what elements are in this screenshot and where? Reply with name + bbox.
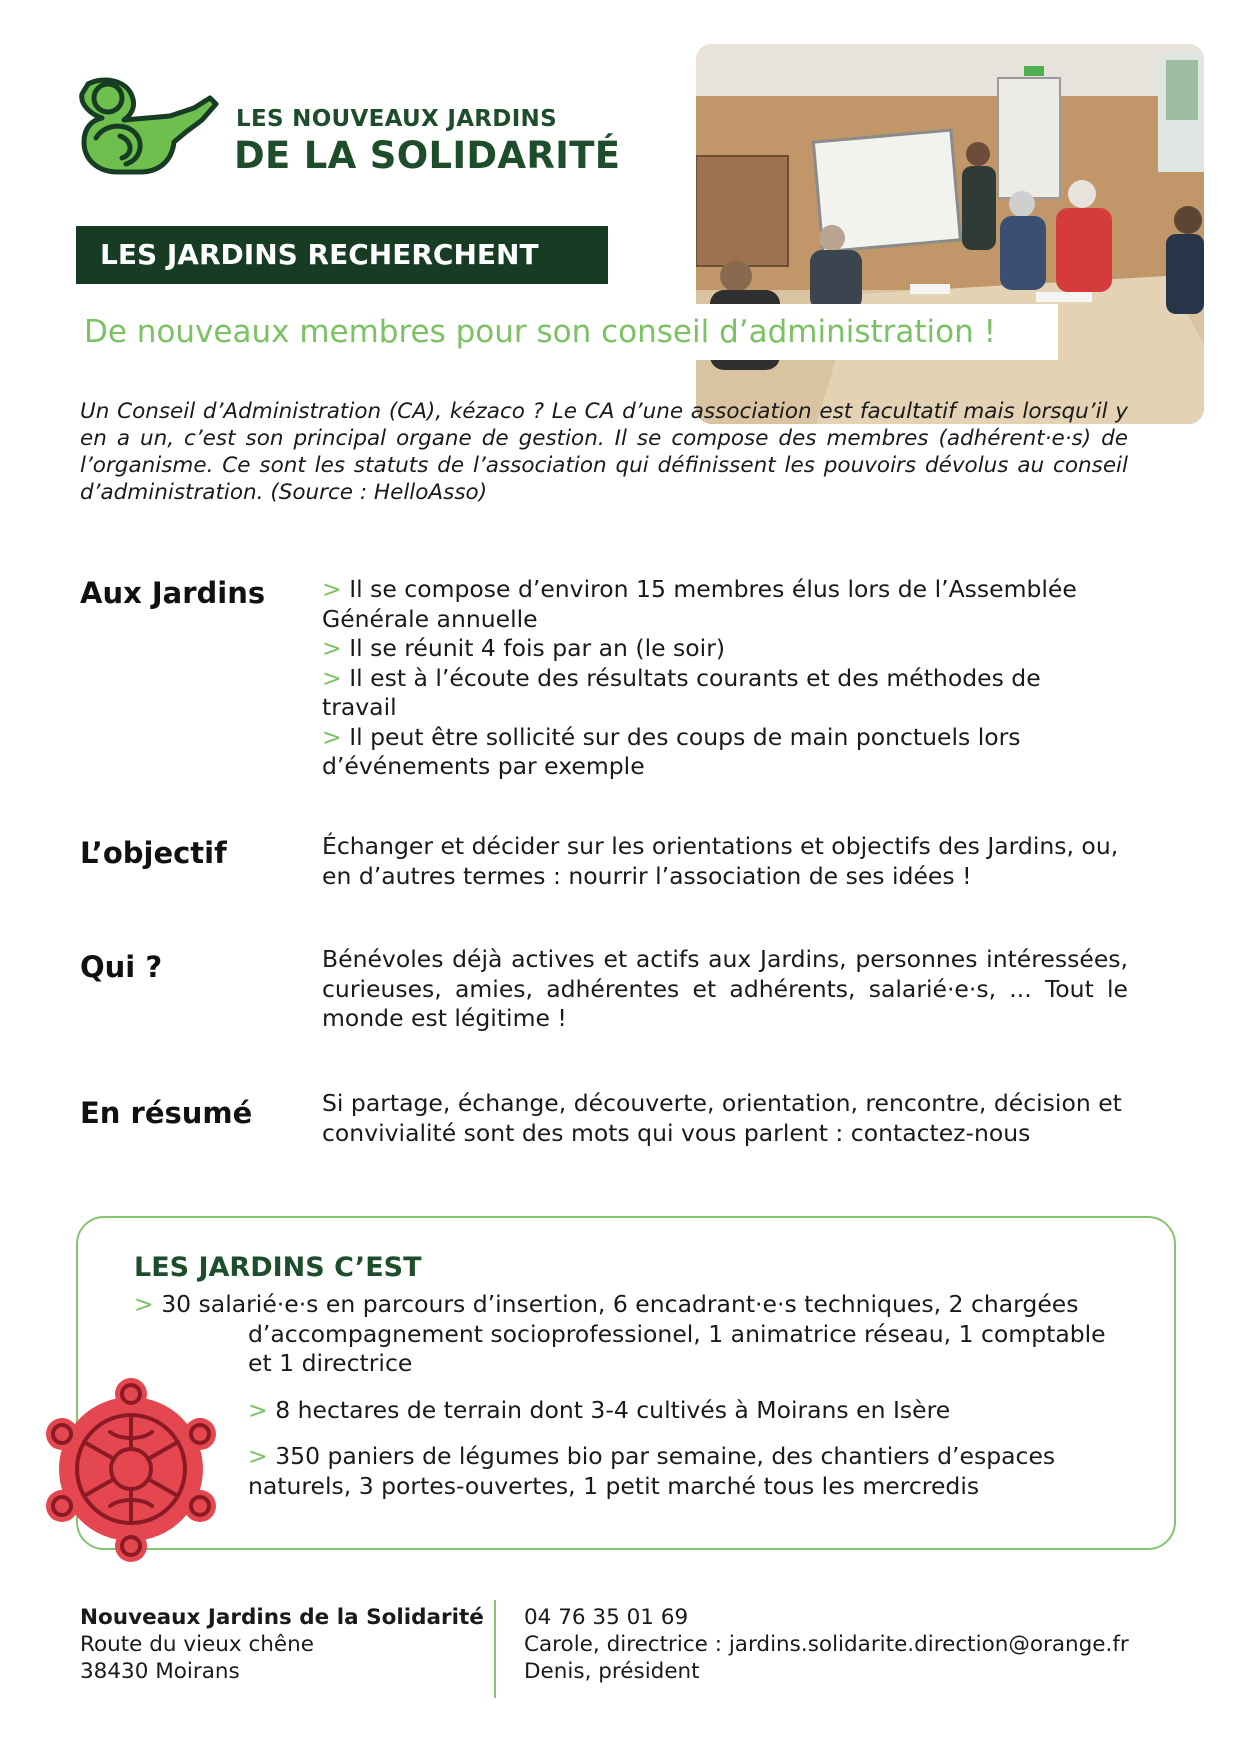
info-item: > 8 hectares de terrain dont 3-4 cultivés à Moirans en Isère <box>248 1396 951 1424</box>
arrow-bullet: > <box>322 663 342 692</box>
arrow-bullet: > <box>322 722 342 751</box>
list-item: > Il peut être sollicité sur des coups de main ponctuels lors d’événements par exemple <box>322 722 1021 780</box>
section-label-aux-jardins: Aux Jardins <box>80 576 266 610</box>
footer-divider <box>494 1600 496 1698</box>
arrow-bullet: > <box>248 1396 268 1424</box>
list-item: > Il est à l’écoute des résultats courants et des méthodes de travail <box>322 663 1041 721</box>
section-body-resume: Si partage, échange, découverte, orientation, rencontre, décision et convivialité sont des mots qui vous parlent : contactez-nous <box>322 1089 1122 1147</box>
arrow-bullet: > <box>322 575 342 603</box>
info-box-title: LES JARDINS C’EST <box>134 1252 422 1283</box>
arrow-bullet: > <box>248 1442 268 1470</box>
section-label-resume: En résumé <box>80 1096 253 1130</box>
footer-address-line1: Route du vieux chêne <box>80 1632 314 1657</box>
section-body-aux-jardins <box>322 575 1128 782</box>
section-label-objectif: L’objectif <box>80 836 227 870</box>
info-item: > 30 salarié·e·s en parcours d’insertion, 6 encadrant·e·s techniques, 2 chargées d’accompagnement socioprofessionel, 1 animatrice réseau, 1 comptable et 1 directrice <box>134 1290 1106 1377</box>
intro-paragraph: Un Conseil d’Administration (CA), kézaco ? Le CA d’une association est facultatif mais lorsqu’il y en a un, c’est son principal organe de gestion. Il se compose des membres (adhérent·e·s) de l’organisme. Ce sont les statuts de l’association qui définissent les pouvoirs dévolus au conseil d’administration. (Source : HelloAsso) <box>80 399 1128 505</box>
watering-can-logo-icon <box>74 76 220 176</box>
list-item: > Il se compose d’environ 15 membres élus lors de l’Assemblée Générale annuelle <box>322 575 1077 633</box>
section-body-qui: Bénévoles déjà actives et actifs aux Jardins, personnes intéressées, curieuses, amies, adhérentes et adhérents, salarié·e·s, ... Tout le monde est légitime ! <box>322 945 1128 1032</box>
footer-address-line2: 38430 Moirans <box>80 1659 240 1684</box>
org-name-line1: LES NOUVEAUX JARDINS <box>236 106 557 132</box>
community-circle-icon <box>40 1374 222 1564</box>
footer-org-name: Nouveaux Jardins de la Solidarité <box>80 1605 484 1630</box>
footer-phone[interactable]: 04 76 35 01 69 <box>524 1605 689 1630</box>
arrow-bullet: > <box>322 634 342 662</box>
banner-title: LES JARDINS RECHERCHENT <box>76 226 608 284</box>
footer-contact-carole[interactable]: Carole, directrice : jardins.solidarite.direction@orange.fr <box>524 1632 1129 1657</box>
section-body-objectif: Échanger et décider sur les orientations et objectifs des Jardins, ou, en d’autres termes : nourrir l’association de ses idées ! <box>322 832 1119 890</box>
org-name-line2: DE LA SOLIDARITÉ <box>234 134 621 177</box>
footer-contact-denis: Denis, président <box>524 1659 700 1684</box>
list-item: > Il se réunit 4 fois par an (le soir) <box>322 634 726 662</box>
section-label-qui: Qui ? <box>80 950 163 984</box>
footer-contacts <box>524 1604 1129 1685</box>
meeting-photo <box>696 44 1204 424</box>
banner-subtitle: De nouveaux membres pour son conseil d’administration ! <box>76 304 1058 360</box>
arrow-bullet: > <box>134 1290 154 1318</box>
footer-address <box>80 1604 484 1685</box>
info-item: > 350 paniers de légumes bio par semaine, des chantiers d’espaces naturels, 3 portes-ouvertes, 1 petit marché tous les mercredis <box>248 1442 1056 1500</box>
